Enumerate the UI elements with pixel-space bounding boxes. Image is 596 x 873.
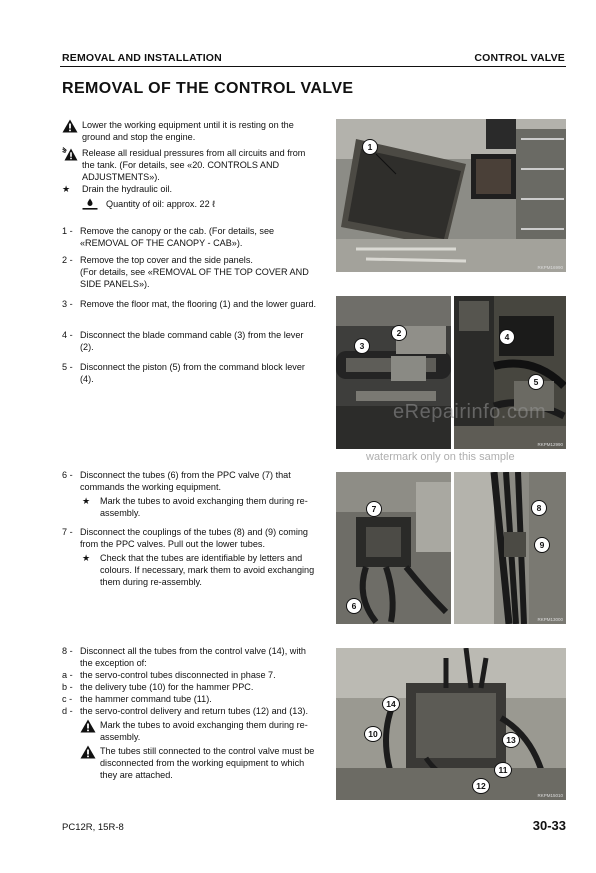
watermark-note: watermark only on this sample bbox=[366, 451, 515, 463]
star-marker: ★ bbox=[82, 496, 91, 506]
callout-7: 7 bbox=[366, 501, 382, 517]
page-title: REMOVAL OF THE CONTROL VALVE bbox=[62, 80, 354, 97]
callout-13: 13 bbox=[502, 732, 520, 748]
callout-2: 2 bbox=[391, 325, 407, 341]
list-item: d - the servo-control delivery and return tubes (12) and (13). bbox=[62, 706, 308, 716]
step-5: 5 - Disconnect the piston (5) from the command block lever (4). bbox=[62, 362, 305, 384]
step-4: 4 - Disconnect the blade command cable (3) from the lever (2). bbox=[62, 330, 304, 352]
photo-command-block-image bbox=[454, 296, 566, 449]
photo-code: RKPM13000 bbox=[537, 617, 563, 622]
list-item: a - the servo-control tubes disconnected in phase 7. bbox=[62, 670, 276, 680]
step-3: 3 - Remove the floor mat, the flooring (1) and the lower guard. bbox=[62, 299, 317, 309]
photo-command-block bbox=[454, 296, 566, 449]
step-8: 8 - Disconnect all the tubes from the control valve (14), with the exception of: a - the servo-control tubes disconnected in phase 7. b - the delivery tube (10) for the hammer PPC. c - the hammer command tube (11). d - the servo-control delivery and return tubes (12) and (13). Mark the tubes to avoid exchanging them during re-assembly. The tubes still connected to the control valve must be disconnected from the working equipment to which they are attached. bbox=[62, 645, 317, 781]
step-2: 2 - Remove the top cover and the side panels. (For details, see «REMOVAL OF THE TOP COVER AND SIDE PANELS»). bbox=[62, 255, 309, 289]
footer-model: PC12R, 15R-8 bbox=[62, 822, 124, 833]
photo-code: RKPM12990 bbox=[537, 442, 563, 447]
callout-12: 12 bbox=[472, 778, 490, 794]
list-item: c - the hammer command tube (11). bbox=[62, 694, 212, 704]
photo-floor-plate bbox=[336, 119, 566, 272]
photo-control-valve bbox=[336, 648, 566, 800]
callout-5: 5 bbox=[528, 374, 544, 390]
list-item: b - the delivery tube (10) for the hammer PPC. bbox=[62, 682, 254, 692]
warning-triangle-icon bbox=[80, 745, 96, 759]
photo-blade-lever bbox=[336, 296, 451, 449]
photo-tube-couplings bbox=[454, 472, 566, 624]
header-chapter-title: CONTROL VALVE bbox=[474, 52, 565, 64]
step-6: 6 - Disconnect the tubes (6) from the PPC valve (7) that commands the working equipment. ★ Mark the tubes to avoid exchanging them during re-assembly. bbox=[62, 470, 308, 518]
watermark-brand: eRepairinfo.com bbox=[393, 401, 547, 423]
header-section-title: REMOVAL AND INSTALLATION bbox=[62, 52, 222, 64]
photo-blade-lever-image bbox=[336, 296, 451, 449]
callout-4: 4 bbox=[499, 329, 515, 345]
star-marker: ★ bbox=[62, 184, 71, 194]
warning-triangle-icon bbox=[80, 719, 96, 733]
photo-ppc-valve bbox=[336, 472, 451, 624]
callout-1: 1 bbox=[362, 139, 378, 155]
pressure-warning-icon bbox=[62, 147, 78, 161]
callout-6: 6 bbox=[346, 598, 362, 614]
header-rule bbox=[60, 66, 566, 67]
step-1: 1 - Remove the canopy or the cab. (For details, see «REMOVAL OF THE CANOPY - CAB»). bbox=[62, 226, 275, 248]
footer-page-number: 30-33 bbox=[532, 818, 566, 833]
photo-code: RKPM15010 bbox=[537, 793, 563, 798]
intro-warning-2: Release all residual pressures from all circuits and from the tank. (For details, see «20. CONTROLS AND ADJUSTMENTS»). bbox=[62, 147, 317, 183]
callout-3: 3 bbox=[354, 338, 370, 354]
oil-drain-icon bbox=[82, 198, 98, 210]
drain-step: ★ Drain the hydraulic oil. bbox=[62, 184, 172, 194]
warning-triangle-icon bbox=[62, 119, 78, 133]
intro-warning-1: Lower the working equipment until it is resting on the ground and stop the engine. bbox=[62, 119, 317, 143]
photo-code: RKPM16990 bbox=[537, 265, 563, 270]
callout-11: 11 bbox=[494, 762, 512, 778]
step-7: 7 - Disconnect the couplings of the tubes (8) and (9) coming from the PPC valves. Pull out the lower tubes. ★ Check that the tubes are identifiable by letters and colours. If necessary, mark them to avoid exchanging them during re-assembly. bbox=[62, 527, 315, 587]
callout-9: 9 bbox=[534, 537, 550, 553]
photo-control-valve-image bbox=[336, 648, 566, 800]
callout-14: 14 bbox=[382, 696, 400, 712]
callout-10: 10 bbox=[364, 726, 382, 742]
oil-quantity: Quantity of oil: approx. 22 ℓ bbox=[62, 198, 317, 210]
star-marker: ★ bbox=[82, 553, 91, 563]
callout-8: 8 bbox=[531, 500, 547, 516]
